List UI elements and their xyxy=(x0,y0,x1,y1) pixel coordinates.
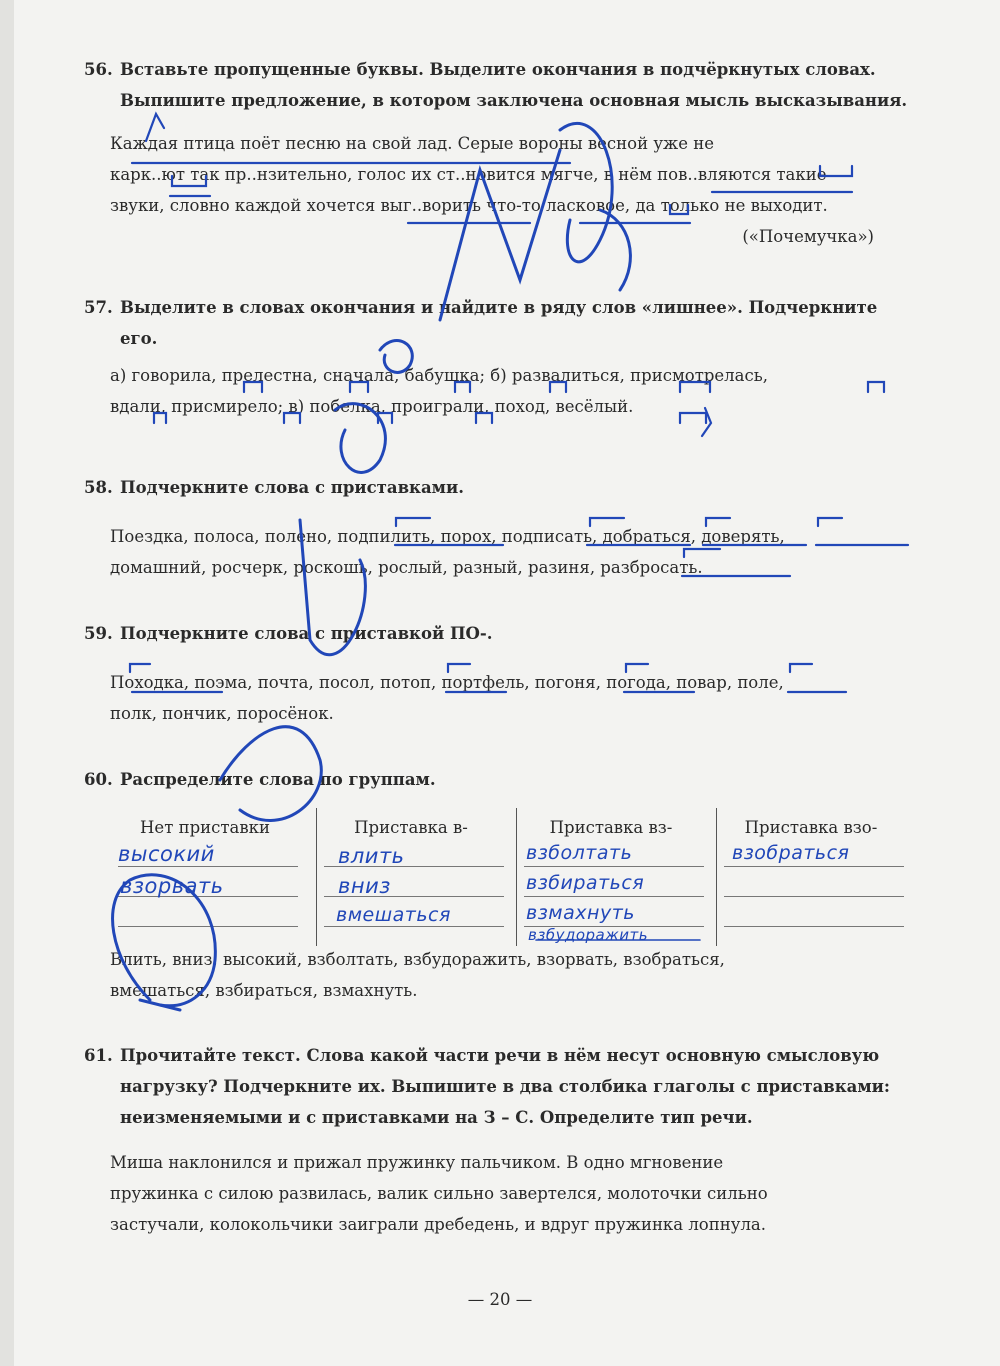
handwritten-answer: взорвать xyxy=(120,874,224,898)
task-text-line: звуки, словно каждой хочется выг..ворить что-то ласковое, да только не выходит. xyxy=(110,196,828,215)
task-text-line: застучали, колокольчики заиграли дребедень, и вдруг пружинка лопнула. xyxy=(110,1215,767,1234)
handwritten-answer: взбудоражить xyxy=(528,926,649,944)
scribble-ink xyxy=(560,123,612,261)
ending-box-ink xyxy=(476,413,492,423)
ending-box-ink xyxy=(680,382,710,392)
task-number: 56. xyxy=(84,60,113,79)
task-text-line: Миша наклонился и прижал пружинку пальчиком. В одно мгновение xyxy=(110,1153,724,1172)
handwritten-answer: вниз xyxy=(338,874,391,898)
ending-box-ink xyxy=(244,382,262,392)
prefix-mark-ink xyxy=(684,549,720,557)
handwritten-answer: взмахнуть xyxy=(526,902,635,924)
ending-box-ink xyxy=(820,166,852,176)
ending-box-ink xyxy=(455,382,470,392)
ending-box-ink xyxy=(670,205,688,214)
task-text-line: полк, пончик, поросёнок. xyxy=(110,704,334,723)
task-text-line: пружинка с силою развилась, валик сильно завертелся, молоточки сильно xyxy=(110,1184,768,1203)
task-text-line: Поездка, полоса, полено, подпилить, порох, подписать, добраться, доверять, xyxy=(110,527,785,546)
task-title-line: Выделите в словах окончания и найдите в ряду слов «лишнее». Подчеркните xyxy=(120,298,878,317)
text-source: («Почемучка») xyxy=(742,227,874,246)
task-title-line: его. xyxy=(120,329,158,348)
scribble-ink xyxy=(300,520,365,655)
task-text-line: Походка, поэма, почта, посол, потоп, портфель, погоня, погода, повар, поле, xyxy=(110,673,784,692)
prefix-mark-ink xyxy=(818,518,842,526)
task-title-line: Вставьте пропущенные буквы. Выделите окончания в подчёркнутых словах. xyxy=(120,60,876,79)
ending-box-ink xyxy=(680,413,706,423)
task-number: 58. xyxy=(84,478,113,497)
task-title-line: Выпишите предложение, в котором заключена основная мысль высказывания. xyxy=(120,91,908,110)
group-header: Нет приставки xyxy=(140,818,270,837)
handwritten-answer: взболтать xyxy=(526,842,633,864)
ending-box-ink xyxy=(284,413,300,423)
prefix-mark-ink xyxy=(590,518,624,526)
task-text-line: домашний, росчерк, роскошь, рослый, разный, разиня, разбросать. xyxy=(110,558,703,577)
task-title: Подчеркните слова с приставками. xyxy=(120,478,464,497)
prefix-mark-ink xyxy=(130,664,150,672)
task-text-line: вдали, присмирело; в) побелка, проиграли, поход, весёлый. xyxy=(110,397,634,416)
prefix-mark-ink xyxy=(448,664,470,672)
ending-box-ink xyxy=(172,176,206,186)
page-number: — 20 — xyxy=(467,1290,533,1309)
scribble-ink xyxy=(220,727,321,821)
handwritten-answer: влить xyxy=(338,844,405,868)
group-header: Приставка вз- xyxy=(549,818,673,837)
task-text-line: Влить, вниз, высокий, взболтать, взбудоражить, взорвать, взобраться, xyxy=(110,950,725,969)
handwritten-answer: взобраться xyxy=(732,842,850,864)
group-header: Приставка взо- xyxy=(744,818,878,837)
ending-box-ink xyxy=(550,382,566,392)
prefix-mark-ink xyxy=(626,664,648,672)
group-header: Приставка в- xyxy=(354,818,468,837)
ending-box-ink xyxy=(154,413,166,423)
task-number: 59. xyxy=(84,624,113,643)
task-title-line: нагрузку? Подчеркните их. Выпишите в два столбика глаголы с приставками: xyxy=(120,1077,891,1096)
scribble-ink xyxy=(113,875,216,1006)
task-title: Распределите слова по группам. xyxy=(120,770,436,789)
task-number: 61. xyxy=(84,1046,113,1065)
prefix-mark-ink xyxy=(706,518,730,526)
task-text-line: вмешаться, взбираться, взмахнуть. xyxy=(110,981,418,1000)
scribble-ink xyxy=(335,404,385,473)
arrow-ink xyxy=(146,114,164,141)
ending-box-ink xyxy=(350,382,368,392)
task-title-line: неизменяемыми и с приставками на З – С. Определите тип речи. xyxy=(120,1108,753,1127)
task-number: 60. xyxy=(84,770,113,789)
prefix-mark-ink xyxy=(790,664,812,672)
task-text-line: карк..ют так пр..нзительно, голос их ст..новится мягче, в нём пов..вляются такие xyxy=(110,165,827,184)
task-text-line: а) говорила, прелестна, сначала, бабушка; б) развалиться, присмотрелась, xyxy=(110,366,768,385)
prefix-mark-ink xyxy=(396,518,430,526)
handwritten-answer: вмешаться xyxy=(336,904,451,926)
task-title: Подчеркните слова с приставкой ПО-. xyxy=(120,624,493,643)
scribble-ink xyxy=(440,150,560,320)
task-text-line: Каждая птица поёт песню на свой лад. Серые вороны весной уже не xyxy=(110,134,714,153)
task-title-line: Прочитайте текст. Слова какой части речи в нём несут основную смысловую xyxy=(120,1046,880,1065)
scribble-ink xyxy=(380,341,412,373)
ending-box-ink xyxy=(868,382,884,392)
handwritten-answer: взбираться xyxy=(526,872,645,894)
task-number: 57. xyxy=(84,298,113,317)
handwritten-answer: высокий xyxy=(118,842,215,866)
